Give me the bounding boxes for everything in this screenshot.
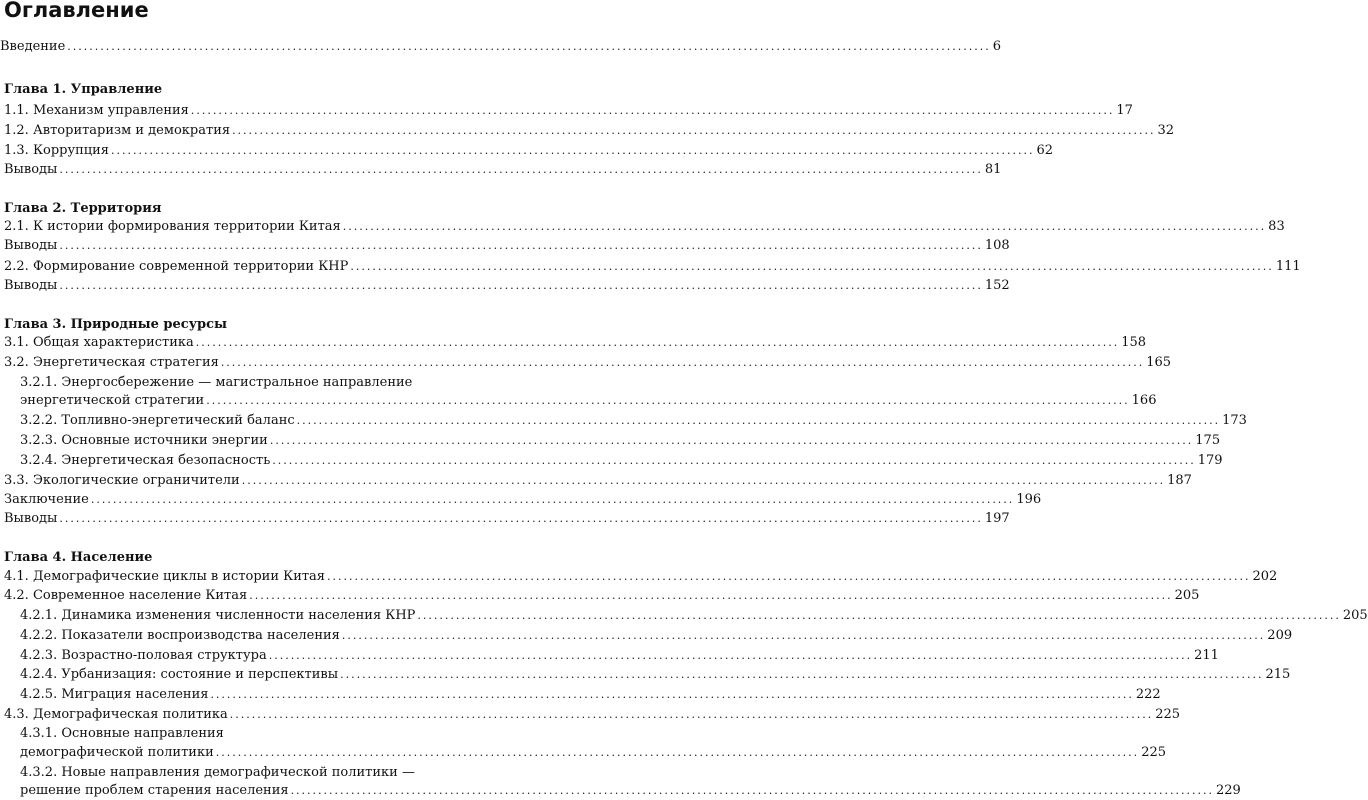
- toc-entry-label: 1.1. Механизм управления: [4, 103, 189, 118]
- toc-entry-label: 4.2.5. Миграция населения: [20, 687, 209, 702]
- toc-entry-page: 215: [1265, 667, 1291, 682]
- toc-entry[interactable]: [4, 353, 1172, 372]
- toc-entry[interactable]: [20, 606, 1368, 625]
- dot-leader: ........................................................................................................................................................................: [59, 163, 983, 176]
- toc-entry-label-line1: 4.3.1. Основные направления: [20, 726, 224, 741]
- toc-entry-page: 165: [1146, 355, 1172, 370]
- toc-entry[interactable]: [20, 411, 1247, 430]
- toc-entry-label-line1: 3.2.1. Энергосбережение — магистральное направление: [20, 375, 413, 390]
- toc-entry[interactable]: [4, 276, 1010, 295]
- toc-entry-page: 205: [1174, 588, 1200, 603]
- toc-entry[interactable]: [4, 471, 1192, 490]
- toc-entry[interactable]: [4, 567, 1278, 586]
- dot-leader: ........................................................................................................................................................................: [67, 40, 991, 53]
- dot-leader: ........................................................................................................................................................................: [296, 414, 1221, 427]
- dot-leader: ........................................................................................................................................................................: [327, 570, 1251, 583]
- toc-entry[interactable]: [4, 121, 1175, 140]
- toc-entry-label: 1.3. Коррупция: [4, 143, 110, 158]
- toc-entry-page: 81: [984, 162, 1002, 177]
- toc-entry-label: решение проблем старения населения: [20, 783, 289, 798]
- toc-entry-label: Выводы: [4, 162, 58, 177]
- toc-entry-label: Выводы: [4, 238, 58, 253]
- dot-leader: ........................................................................................................................................................................: [229, 708, 1154, 721]
- toc-entry-page: 83: [1268, 219, 1285, 234]
- toc-entry[interactable]: [20, 743, 1167, 762]
- toc-entry-label: Выводы: [4, 511, 58, 526]
- toc-entry-label: 3.2. Энергетическая стратегия: [4, 355, 219, 370]
- toc-entry-label: Введение: [0, 39, 66, 54]
- toc-entry-page: 179: [1197, 453, 1223, 468]
- dot-leader: ........................................................................................................................................................................: [59, 239, 983, 252]
- toc-entry-page: 175: [1195, 433, 1221, 448]
- dot-leader: ........................................................................................................................................................................: [417, 609, 1341, 622]
- toc-entry-page: 229: [1216, 783, 1241, 798]
- toc-entry-page: 111: [1275, 259, 1301, 274]
- dot-leader: ........................................................................................................................................................................: [340, 668, 1264, 681]
- dot-leader: ........................................................................................................................................................................: [232, 124, 1156, 137]
- toc-entry-label: Заключение: [4, 492, 89, 507]
- toc-entry-label: 3.1. Общая характеристика: [4, 335, 194, 350]
- toc-entry[interactable]: [20, 665, 1291, 684]
- dot-leader: ........................................................................................................................................................................: [249, 589, 1173, 602]
- toc-entry-page: 6: [992, 39, 1002, 54]
- chapter-heading: Глава 3. Природные ресурсы: [4, 317, 228, 332]
- chapter-heading: Глава 4. Население: [4, 550, 153, 565]
- toc-entry-label-line1: 4.3.2. Новые направления демографической политики —: [20, 765, 415, 780]
- dot-leader: ........................................................................................................................................................................: [350, 260, 1274, 273]
- toc-entry[interactable]: [20, 431, 1221, 450]
- toc-entry-page: 222: [1135, 687, 1161, 702]
- toc-entry[interactable]: [4, 705, 1181, 724]
- toc-entry-page: 32: [1157, 123, 1175, 138]
- toc-entry-page: 152: [984, 278, 1010, 293]
- dot-leader: ........................................................................................................................................................................: [59, 279, 983, 292]
- dot-leader: ........................................................................................................................................................................: [206, 394, 1130, 407]
- toc-entry-label: демографической политики: [20, 745, 214, 760]
- toc-entry[interactable]: [4, 257, 1301, 276]
- toc-entry-page: 187: [1167, 473, 1192, 488]
- chapter-heading: Глава 1. Управление: [4, 82, 163, 97]
- toc-entry-page: 196: [1016, 492, 1042, 507]
- dot-leader: ........................................................................................................................................................................: [268, 649, 1193, 662]
- dot-leader: ........................................................................................................................................................................: [215, 746, 1140, 759]
- toc-entry[interactable]: [4, 160, 1002, 179]
- toc-entry-label: 3.2.3. Основные источники энергии: [20, 433, 268, 448]
- toc-entry-page: 202: [1252, 569, 1278, 584]
- dot-leader: ........................................................................................................................................................................: [290, 784, 1214, 797]
- toc-entry[interactable]: [4, 509, 1010, 528]
- toc-entry-page: 225: [1155, 707, 1181, 722]
- dot-leader: ........................................................................................................................................................................: [269, 434, 1194, 447]
- toc-entry[interactable]: [4, 217, 1285, 236]
- toc-entry-page: 197: [984, 511, 1010, 526]
- toc-entry-page: 62: [1036, 143, 1053, 158]
- dot-leader: ........................................................................................................................................................................: [341, 629, 1266, 642]
- toc-entry[interactable]: [4, 490, 1042, 509]
- toc-entry-label: 4.2.1. Динамика изменения численности населения КНР: [20, 608, 416, 623]
- toc-entry[interactable]: [4, 236, 1010, 255]
- dot-leader: ........................................................................................................................................................................: [342, 220, 1267, 233]
- toc-entry[interactable]: [20, 391, 1157, 410]
- chapter-heading: Глава 2. Территория: [4, 201, 162, 216]
- toc-entry[interactable]: [20, 685, 1161, 704]
- toc-entry-label: энергетической стратегии: [20, 393, 205, 408]
- toc-entry-page: 158: [1121, 335, 1147, 350]
- dot-leader: ........................................................................................................................................................................: [111, 144, 1035, 157]
- toc-entry-label: 1.2. Авторитаризм и демократия: [4, 123, 231, 138]
- toc-entry-page: 173: [1222, 413, 1247, 428]
- toc-entry-label: 4.3. Демографическая политика: [4, 707, 228, 722]
- toc-entry-page: 209: [1267, 628, 1293, 643]
- dot-leader: ........................................................................................................................................................................: [90, 493, 1015, 506]
- toc-entry-label: 3.2.4. Энергетическая безопасность: [20, 453, 271, 468]
- dot-leader: ........................................................................................................................................................................: [210, 688, 1134, 701]
- toc-entry-label: 4.2. Современное население Китая: [4, 588, 248, 603]
- toc-entry-page: 108: [984, 238, 1010, 253]
- toc-entry[interactable]: [20, 626, 1293, 645]
- toc-entry-label: 2.1. К истории формирования территории Китая: [4, 219, 341, 234]
- toc-entry-intro[interactable]: [0, 37, 1002, 56]
- toc-entry[interactable]: [4, 141, 1053, 160]
- toc-entry[interactable]: [20, 781, 1241, 800]
- toc-entry-label: 3.3. Экологические ограничители: [4, 473, 240, 488]
- toc-entry-page: 166: [1131, 393, 1157, 408]
- toc-entry-label: 2.2. Формирование современной территории КНР: [4, 259, 349, 274]
- dot-leader: ........................................................................................................................................................................: [241, 474, 1166, 487]
- toc-entry-page: 211: [1194, 648, 1219, 663]
- toc-entry[interactable]: [4, 586, 1200, 605]
- toc-entry-label: 4.1. Демографические циклы в истории Китая: [4, 569, 326, 584]
- dot-leader: ........................................................................................................................................................................: [190, 104, 1115, 117]
- dot-leader: ........................................................................................................................................................................: [272, 454, 1196, 467]
- toc-entry-label: 4.2.2. Показатели воспроизводства населения: [20, 628, 340, 643]
- toc-entry[interactable]: [4, 333, 1147, 352]
- toc-entry[interactable]: [20, 646, 1219, 665]
- toc-entry-page: 17: [1116, 103, 1133, 118]
- toc-entry-label: 4.2.4. Урбанизация: состояние и перспективы: [20, 667, 339, 682]
- dot-leader: ........................................................................................................................................................................: [195, 336, 1120, 349]
- toc-entry-label: 3.2.2. Топливно-энергетический баланс: [20, 413, 295, 428]
- toc-entry-label: 4.2.3. Возрастно-половая структура: [20, 648, 267, 663]
- toc-entry[interactable]: [4, 101, 1133, 120]
- toc-entry-page: 225: [1141, 745, 1167, 760]
- toc-entry[interactable]: [20, 451, 1223, 470]
- dot-leader: ........................................................................................................................................................................: [59, 512, 983, 525]
- dot-leader: ........................................................................................................................................................................: [220, 356, 1145, 369]
- toc-entry-page: 205: [1342, 608, 1368, 623]
- toc-entry-label: Выводы: [4, 278, 58, 293]
- page-title: Оглавление: [4, 0, 149, 22]
